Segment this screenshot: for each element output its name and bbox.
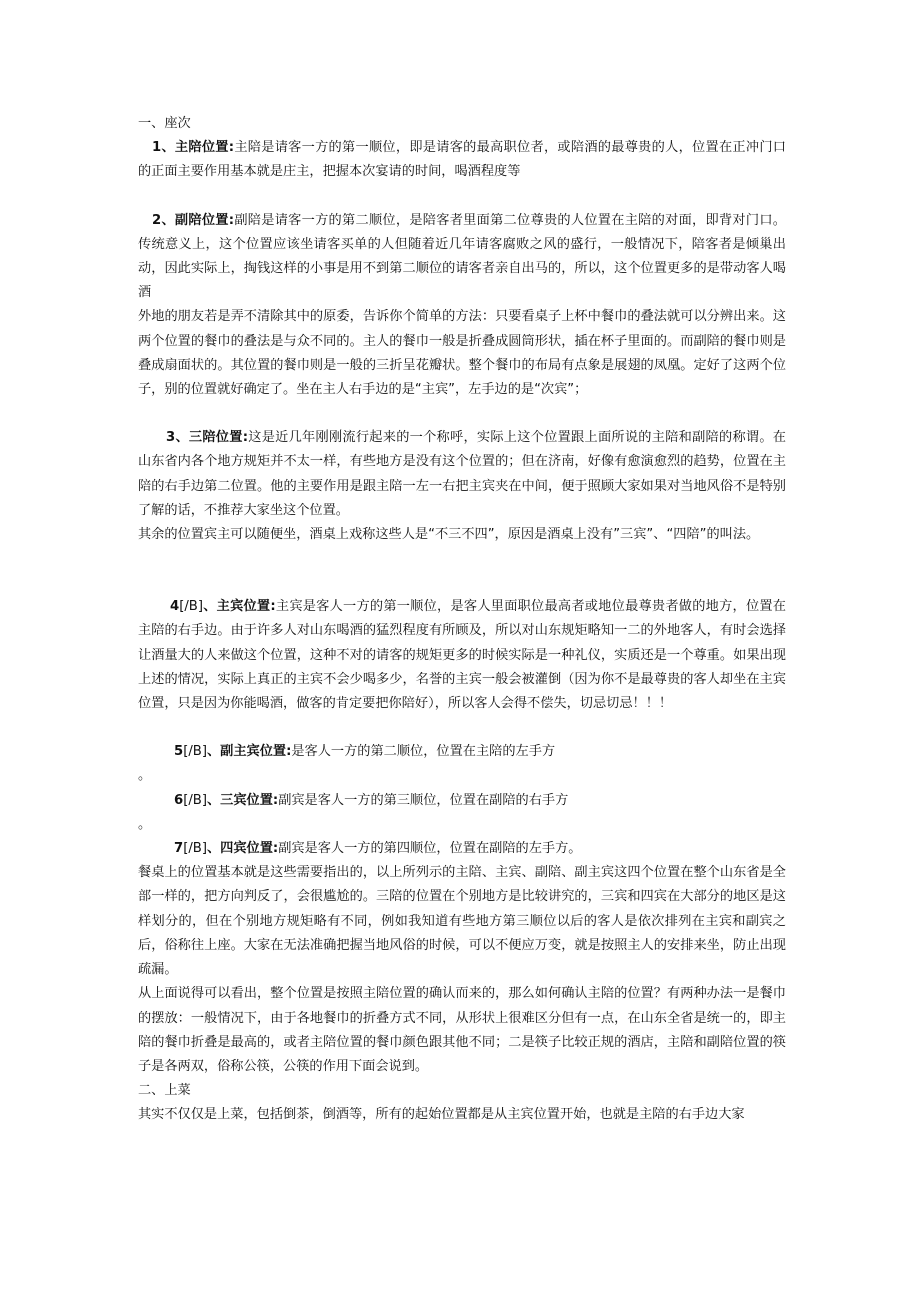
section-heading-seating: 一、座次	[138, 116, 191, 131]
paragraph-serving-order: 其实不仅仅是上菜，包括倒茶，倒酒等，所有的起始位置都是从主宾位置开始，也就是主陪的右手边大家	[138, 1107, 745, 1123]
item-label: 、主陪位置:	[161, 140, 235, 156]
item-number: 3	[166, 430, 176, 446]
item-label: 、四宾位置:	[206, 841, 279, 857]
item-number: 1	[152, 140, 162, 156]
paragraph-chief-guest-seat	[138, 595, 786, 716]
item-number: 6	[174, 792, 184, 808]
paragraph-napkin-method: 外地的朋友若是弄不清除其中的原委，告诉你个简单的方法：只要看桌子上杯中餐巾的叠法就可以分辨出来。这两个位置的餐巾的叠法是与众不同的。主人的餐巾一般是折叠成圆筒形状，插在杯子里面的。而副陪的餐巾则是叠成扇面状的。其位置的餐巾则是一般的三折呈花瓣状。整个餐巾的布局有点象是展翅的凤凰。定好了这两个位子，别的位置就好确定了。坐在主人右手边的是“主宾”，左手边的是“次宾”；	[138, 309, 786, 398]
item-label: 、三宾位置:	[206, 792, 279, 808]
item-tag: [/B]	[179, 599, 203, 615]
document-body	[138, 112, 786, 1128]
paragraph-confirm-host-seat: 从上面说得可以看出，整个位置是按照主陪位置的确认而来的，那么如何确认主陪的位置？有两种办法一是餐巾的摆放：一般情况下，由于各地餐巾的折叠方式不同，从形状上很难区分但有一点，在山东全省是统一的，即主陪的餐巾折叠是最高的，或者主陪位置的餐巾颜色跟其他不同；二是筷子比较正规的酒店，主陪和副陪位置的筷子是各两双，俗称公筷，公筷的作用下面会说到。	[138, 986, 786, 1074]
item-text: 副宾是客人一方的第三顺位，位置在副陪的右手方	[278, 792, 569, 808]
paragraph-deputy-host-seat	[138, 209, 786, 306]
paragraph-other-seats: 其余的位置宾主可以随便坐，酒桌上戏称这些人是“不三不四”，原因是酒桌上没有”三宾”、“四陪”的叫法。	[138, 527, 760, 543]
paragraph-end-mark: 。	[138, 768, 152, 784]
item-number: 7	[174, 841, 184, 857]
section-heading-serving: 二、上菜	[138, 1083, 191, 1099]
item-tag: [/B]	[183, 792, 207, 808]
spacer	[138, 547, 786, 595]
item-label: 、副主宾位置:	[206, 744, 292, 760]
item-text: 副陪是请客一方的第二顺位，是陪客者里面第二位尊贵的人位置在主陪的对面，即背对门口。传统意义上，这个位置应该坐请客买单的人但随着近几年请客腐败之风的盛行，一般情况下，陪客者是倾巢出动，因此实际上，掏钱这样的小事是用不到第二顺位的请客者亲自出马的，所以，这个位置更多的是带动客人喝酒	[138, 212, 786, 301]
spacer	[138, 402, 786, 426]
item-number: 5	[174, 744, 184, 760]
item-label: 、副陪位置:	[161, 212, 235, 228]
item-text: 主陪是请客一方的第一顺位，即是请客的最高职位者，或陪酒的最尊贵的人，位置在正冲门口的正面主要作用基本就是庄主，把握本次宴请的时间，喝酒程度等	[138, 140, 786, 180]
item-label: 、主宾位置:	[202, 599, 276, 615]
paragraph-seating-summary: 餐桌上的位置基本就是这些需要指出的，以上所列示的主陪、主宾、副陪、副主宾这四个位置在整个山东省是全部一样的，把方向判反了，会很尴尬的。三陪的位置在个别地方是比较讲究的，三宾和四宾在大部分的地区是这样划分的，但在个别地方规矩略有不同，例如我知道有些地方第三顺位以后的客人是依次排列在主宾和副宾之后，俗称往上座。大家在无法准确把握当地风俗的时候，可以不便应万变，就是按照主人的安排来坐，防止出现疏漏。	[138, 865, 786, 978]
item-text: 副宾是客人一方的第四顺位，位置在副陪的左手方。	[278, 841, 582, 857]
item-number: 4	[170, 599, 180, 615]
paragraph-third-guest-seat	[138, 789, 786, 813]
item-text: 是客人一方的第二顺位，位置在主陪的左手方	[291, 744, 556, 760]
paragraph-fourth-guest-seat	[138, 837, 786, 861]
item-tag: [/B]	[183, 841, 207, 857]
paragraph-host-seat	[138, 136, 786, 184]
item-tag: [/B]	[183, 744, 207, 760]
paragraph-end-mark: 。	[138, 816, 152, 832]
item-label: 、三陪位置:	[175, 430, 248, 446]
spacer	[138, 716, 786, 740]
item-number: 2	[152, 212, 162, 228]
paragraph-third-host-seat	[138, 426, 786, 523]
item-text: 这是近几年刚刚流行起来的一个称呼，实际上这个位置跟上面所说的主陪和副陪的称谓。在山东省内各个地方规矩并不太一样，有些地方是没有这个位置的；但在济南，好像有愈演愈烈的趋势，位置在主陪的右手边第二位置。他的主要作用是跟主陪一左一右把主宾夹在中间，便于照顾大家如果对当地风俗不是特别了解的话，不推荐大家坐这个位置。	[138, 430, 786, 518]
spacer	[138, 185, 786, 209]
paragraph-deputy-guest-seat	[138, 740, 786, 764]
item-text: 主宾是客人一方的第一顺位，是客人里面职位最高者或地位最尊贵者做的地方，位置在主陪的右手边。由于许多人对山东喝酒的猛烈程度有所顾及，所以对山东规矩略知一二的外地客人，有时会选择让酒量大的人来做这个位置，这种不对的请客的规矩更多的时候实际是一种礼仪，实质还是一个尊重。如果出现上述的情况，实际上真正的主宾不会少喝多少，名誉的主宾一般会被灌倒（因为你不是最尊贵的客人却坐在主宾位置，只是因为你能喝酒，做客的肯定要把你陪好），所以客人会得不偿失，切忌切忌！！！	[138, 599, 786, 712]
